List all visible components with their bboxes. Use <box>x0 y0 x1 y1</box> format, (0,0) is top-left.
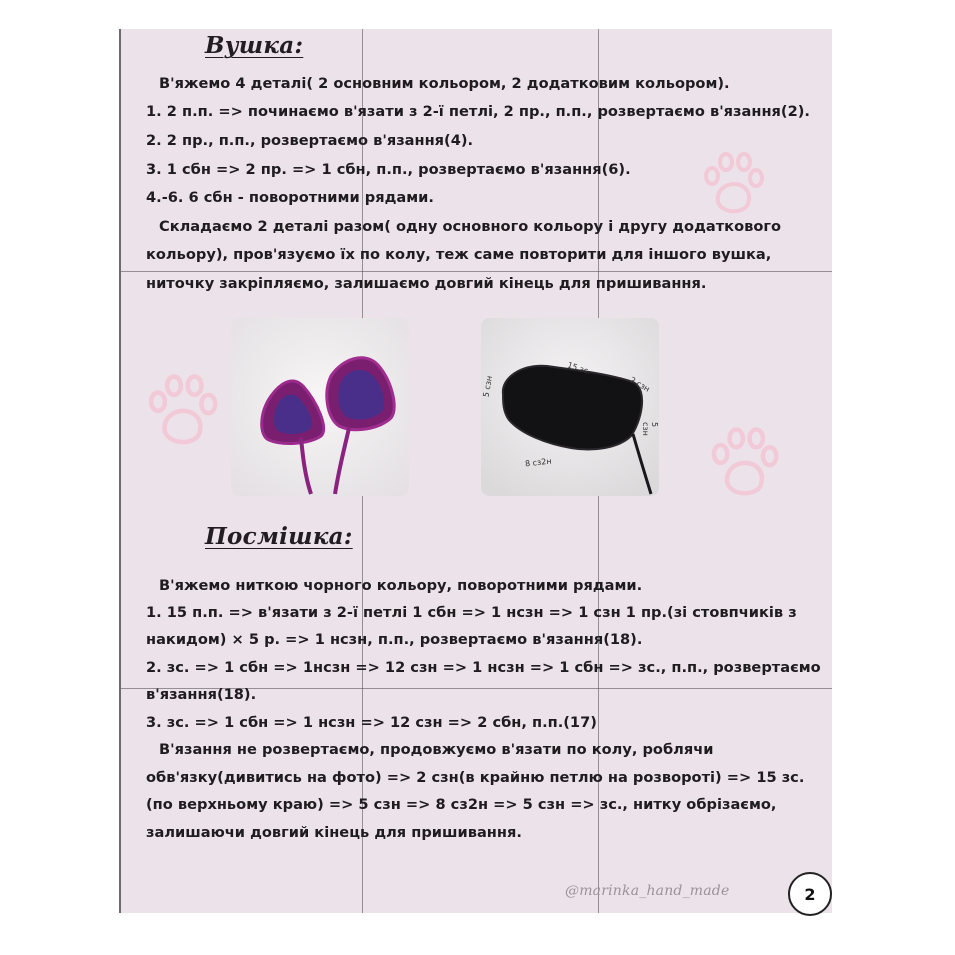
guide-line-horizontal <box>121 271 832 272</box>
ears-line: 4.-6. 6 сбн - поворотними рядами. <box>146 189 434 206</box>
ears-line: 2. 2 пр., п.п., розвертаємо в'язання(4). <box>146 132 474 149</box>
paw-print-icon <box>705 425 783 503</box>
smile-label-right: 5 сзн <box>641 422 659 436</box>
smile-label-bottom: 8 сз2н <box>524 456 553 469</box>
paw-print-icon <box>698 150 768 220</box>
ears-line: ниточку закріпляємо, залишаємо довгий кінець для пришивання. <box>146 275 707 292</box>
ears-line: 1. 2 п.п. => починаємо в'язати з 2-ї петлі, 2 пр., п.п., розвертаємо в'язання(2). <box>146 103 810 120</box>
smile-line: обв'язку(дивитись на фото) => 2 сзн(в крайню петлю на розвороті) => 15 зс. <box>146 769 805 786</box>
smile-line: 1. 15 п.п. => в'язати з 2-ї петлі 1 сбн => 1 нсзн => 1 сзн 1 пр.(зі стовпчиків з <box>146 604 797 621</box>
smile-line: накидом) × 5 р. => 1 нсзн, п.п., розвертаємо в'язання(18). <box>146 631 643 648</box>
ears-line: 3. 1 сбн => 2 пр. => 1 сбн, п.п., розвертаємо в'язання(6). <box>146 161 631 178</box>
smile-line: В'яжемо ниткою чорного кольору, поворотними рядами. <box>159 577 643 594</box>
smile-line: (по верхньому краю) => 5 сзн => 8 сз2н => 5 сзн => зс., нитку обрізаємо, <box>146 796 777 813</box>
smile-label-top: 15 зс. <box>566 360 592 377</box>
smile-line: В'язання не розвертаємо, продовжуємо в'язати по колу, роблячи <box>159 741 714 758</box>
smile-line: залишаючи довгий кінець для пришивання. <box>146 824 522 841</box>
smile-line: 3. зс. => 1 сбн => 1 нсзн => 12 сзн => 2 сбн, п.п.(17) <box>146 714 597 731</box>
smile-label-left: 5 сзн <box>481 375 495 398</box>
ears-heading: Вушка: <box>205 32 304 59</box>
smile-photo <box>481 318 659 496</box>
page-number-badge: 2 <box>788 872 832 916</box>
paw-print-icon <box>142 372 222 452</box>
smile-line: 2. зс. => 1 сбн => 1нсзн => 12 сзн => 1 нсзн => 1 сбн => зс., п.п., розвертаємо <box>146 659 821 676</box>
smile-heading: Посмішка: <box>205 523 353 550</box>
ears-line: кольору), пров'язуємо їх по колу, теж саме повторити для іншого вушка, <box>146 246 772 263</box>
ears-photo <box>231 318 409 496</box>
ears-line: В'яжемо 4 деталі( 2 основним кольором, 2 додатковим кольором). <box>159 75 730 92</box>
smile-label-right-top: 2 сзн <box>628 375 652 394</box>
author-watermark: @marinka_hand_made <box>565 883 730 899</box>
smile-line: в'язання(18). <box>146 686 257 703</box>
ears-line: Складаємо 2 деталі разом( одну основного кольору і другу додаткового <box>159 218 782 235</box>
